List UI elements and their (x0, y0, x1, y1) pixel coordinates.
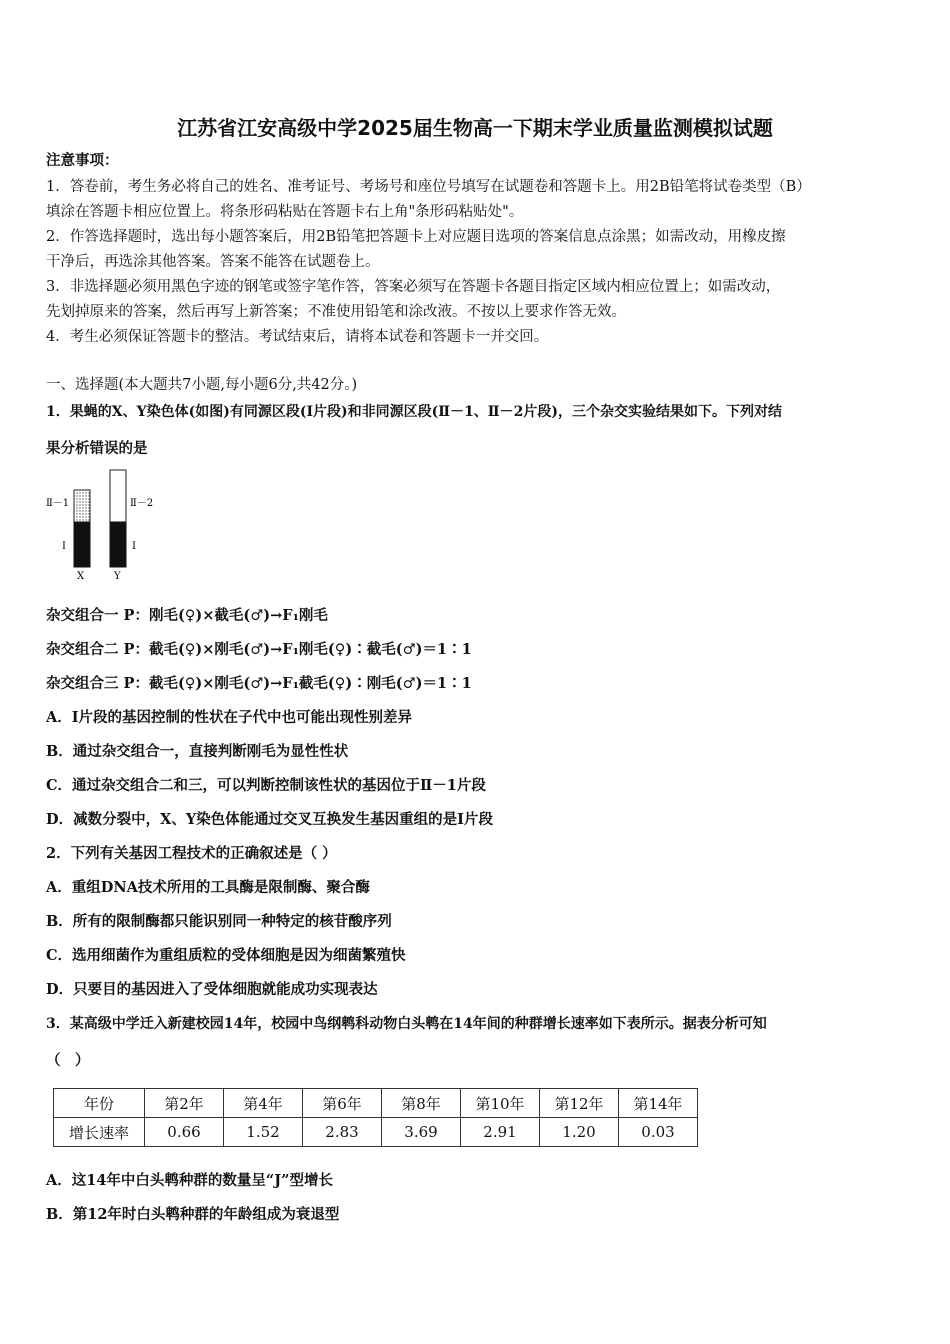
growth-rate-table (53, 1088, 698, 1147)
q3-stem-line-1: 3．某高级中学迁入新建校园14年，校园中鸟纲鹎科动物白头鹎在14年间的种群增长速率如下表所示。据表分析可知 (46, 1016, 767, 1032)
q3-stem-line-2: （ ） (46, 1052, 90, 1069)
table-header-row (54, 1089, 698, 1118)
q1-cross-3: 杂交组合三 P：截毛(♀)×刚毛(♂)→F₁截毛(♀)∶刚毛(♂)＝1∶1 (46, 675, 472, 692)
table-cell: 第14年 (619, 1089, 698, 1118)
table-cell: 1.20 (540, 1118, 619, 1147)
q1-cross-2: 杂交组合二 P：截毛(♀)×刚毛(♂)→F₁刚毛(♀)∶截毛(♂)＝1∶1 (46, 641, 472, 658)
table-cell: 第12年 (540, 1089, 619, 1118)
x-segment-i (74, 522, 90, 567)
notice-line-7: 4．考生必须保证答题卡的整洁。考试结束后，请将本试卷和答题卡一并交回。 (46, 329, 549, 345)
q1-cross-1: 杂交组合一 P：刚毛(♀)×截毛(♂)→F₁刚毛 (46, 607, 328, 624)
table-cell: 年份 (54, 1089, 145, 1118)
label-i-left: Ⅰ (62, 541, 66, 552)
table-cell: 第8年 (382, 1089, 461, 1118)
notice-line-3: 2．作答选择题时，选出每小题答案后，用2B铅笔把答题卡上对应题目选项的答案信息点涂黑；如需改动，用橡皮擦 (46, 229, 786, 245)
q1-stem-line-1: 1．果蝇的X、Y染色体(如图)有同源区段(Ⅰ片段)和非同源区段(Ⅱ－1、Ⅱ－2片段)，三个杂交实验结果如下。下列对结 (46, 404, 782, 420)
q1-option-a: A．Ⅰ片段的基因控制的性状在子代中也可能出现性别差异 (46, 709, 413, 726)
section-heading: 一、选择题(本大题共7小题,每小题6分,共42分。) (46, 377, 358, 393)
xy-chromosome-diagram (46, 462, 176, 587)
q3-option-b: B．第12年时白头鹎种群的年龄组成为衰退型 (46, 1206, 340, 1223)
q2-option-b: B．所有的限制酶都只能识别同一种特定的核苷酸序列 (46, 913, 392, 930)
notice-heading: 注意事项： (46, 152, 119, 169)
table-cell: 第10年 (461, 1089, 540, 1118)
q1-option-d: D．减数分裂中，X、Y染色体能通过交叉互换发生基因重组的是Ⅰ片段 (46, 811, 493, 828)
y-segment-i (110, 522, 126, 567)
table-cell: 3.69 (382, 1118, 461, 1147)
label-ii2: Ⅱ－2 (130, 498, 154, 509)
table-cell: 第2年 (145, 1089, 224, 1118)
q2-option-a: A．重组DNA技术所用的工具酶是限制酶、聚合酶 (46, 879, 370, 896)
q1-stem-line-2: 果分析错误的是 (46, 440, 148, 457)
notice-line-1: 1．答卷前，考生务必将自己的姓名、准考证号、考场号和座位号填写在试题卷和答题卡上。用2B铅笔将试卷类型（B） (46, 179, 811, 195)
table-cell: 第6年 (303, 1089, 382, 1118)
q2-option-d: D．只要目的基因进入了受体细胞就能成功实现表达 (46, 981, 378, 998)
table-cell: 1.52 (224, 1118, 303, 1147)
table-cell: 增长速率 (54, 1118, 145, 1147)
notice-line-5: 3．非选择题必须用黑色字迹的钢笔或签字笔作答，答案必须写在答题卡各题目指定区域内相应位置上；如需改动， (46, 279, 781, 295)
label-i-right: Ⅰ (132, 541, 136, 552)
y-segment-ii2 (110, 470, 126, 522)
x-segment-ii1 (74, 490, 90, 522)
q2-stem: 2．下列有关基因工程技术的正确叙述是（ ） (46, 845, 337, 862)
notice-line-4: 干净后，再选涂其他答案。答案不能答在试题卷上。 (46, 254, 380, 270)
label-x: X (77, 571, 85, 582)
table-row (54, 1118, 698, 1147)
notice-line-6: 先划掉原来的答案，然后再写上新答案；不准使用铅笔和涂改液。不按以上要求作答无效。 (46, 304, 626, 320)
table-cell: 0.03 (619, 1118, 698, 1147)
notice-line-2: 填涂在答题卡相应位置上。将条形码粘贴在答题卡右上角"条形码粘贴处"。 (46, 204, 524, 220)
page-title: 江苏省江安高级中学2025届生物高一下期末学业质量监测模拟试题 (177, 116, 773, 140)
q1-option-b: B．通过杂交组合一，直接判断刚毛为显性性状 (46, 743, 349, 760)
table-cell: 2.83 (303, 1118, 382, 1147)
label-y: Y (114, 571, 121, 582)
table-cell: 2.91 (461, 1118, 540, 1147)
q2-option-c: C．选用细菌作为重组质粒的受体细胞是因为细菌繁殖快 (46, 947, 406, 964)
q3-option-a: A．这14年中白头鹎种群的数量呈“J”型增长 (46, 1172, 333, 1189)
q1-option-c: C．通过杂交组合二和三，可以判断控制该性状的基因位于Ⅱ－1片段 (46, 777, 486, 794)
label-ii1: Ⅱ－1 (46, 498, 70, 509)
table-cell: 第4年 (224, 1089, 303, 1118)
table-cell: 0.66 (145, 1118, 224, 1147)
